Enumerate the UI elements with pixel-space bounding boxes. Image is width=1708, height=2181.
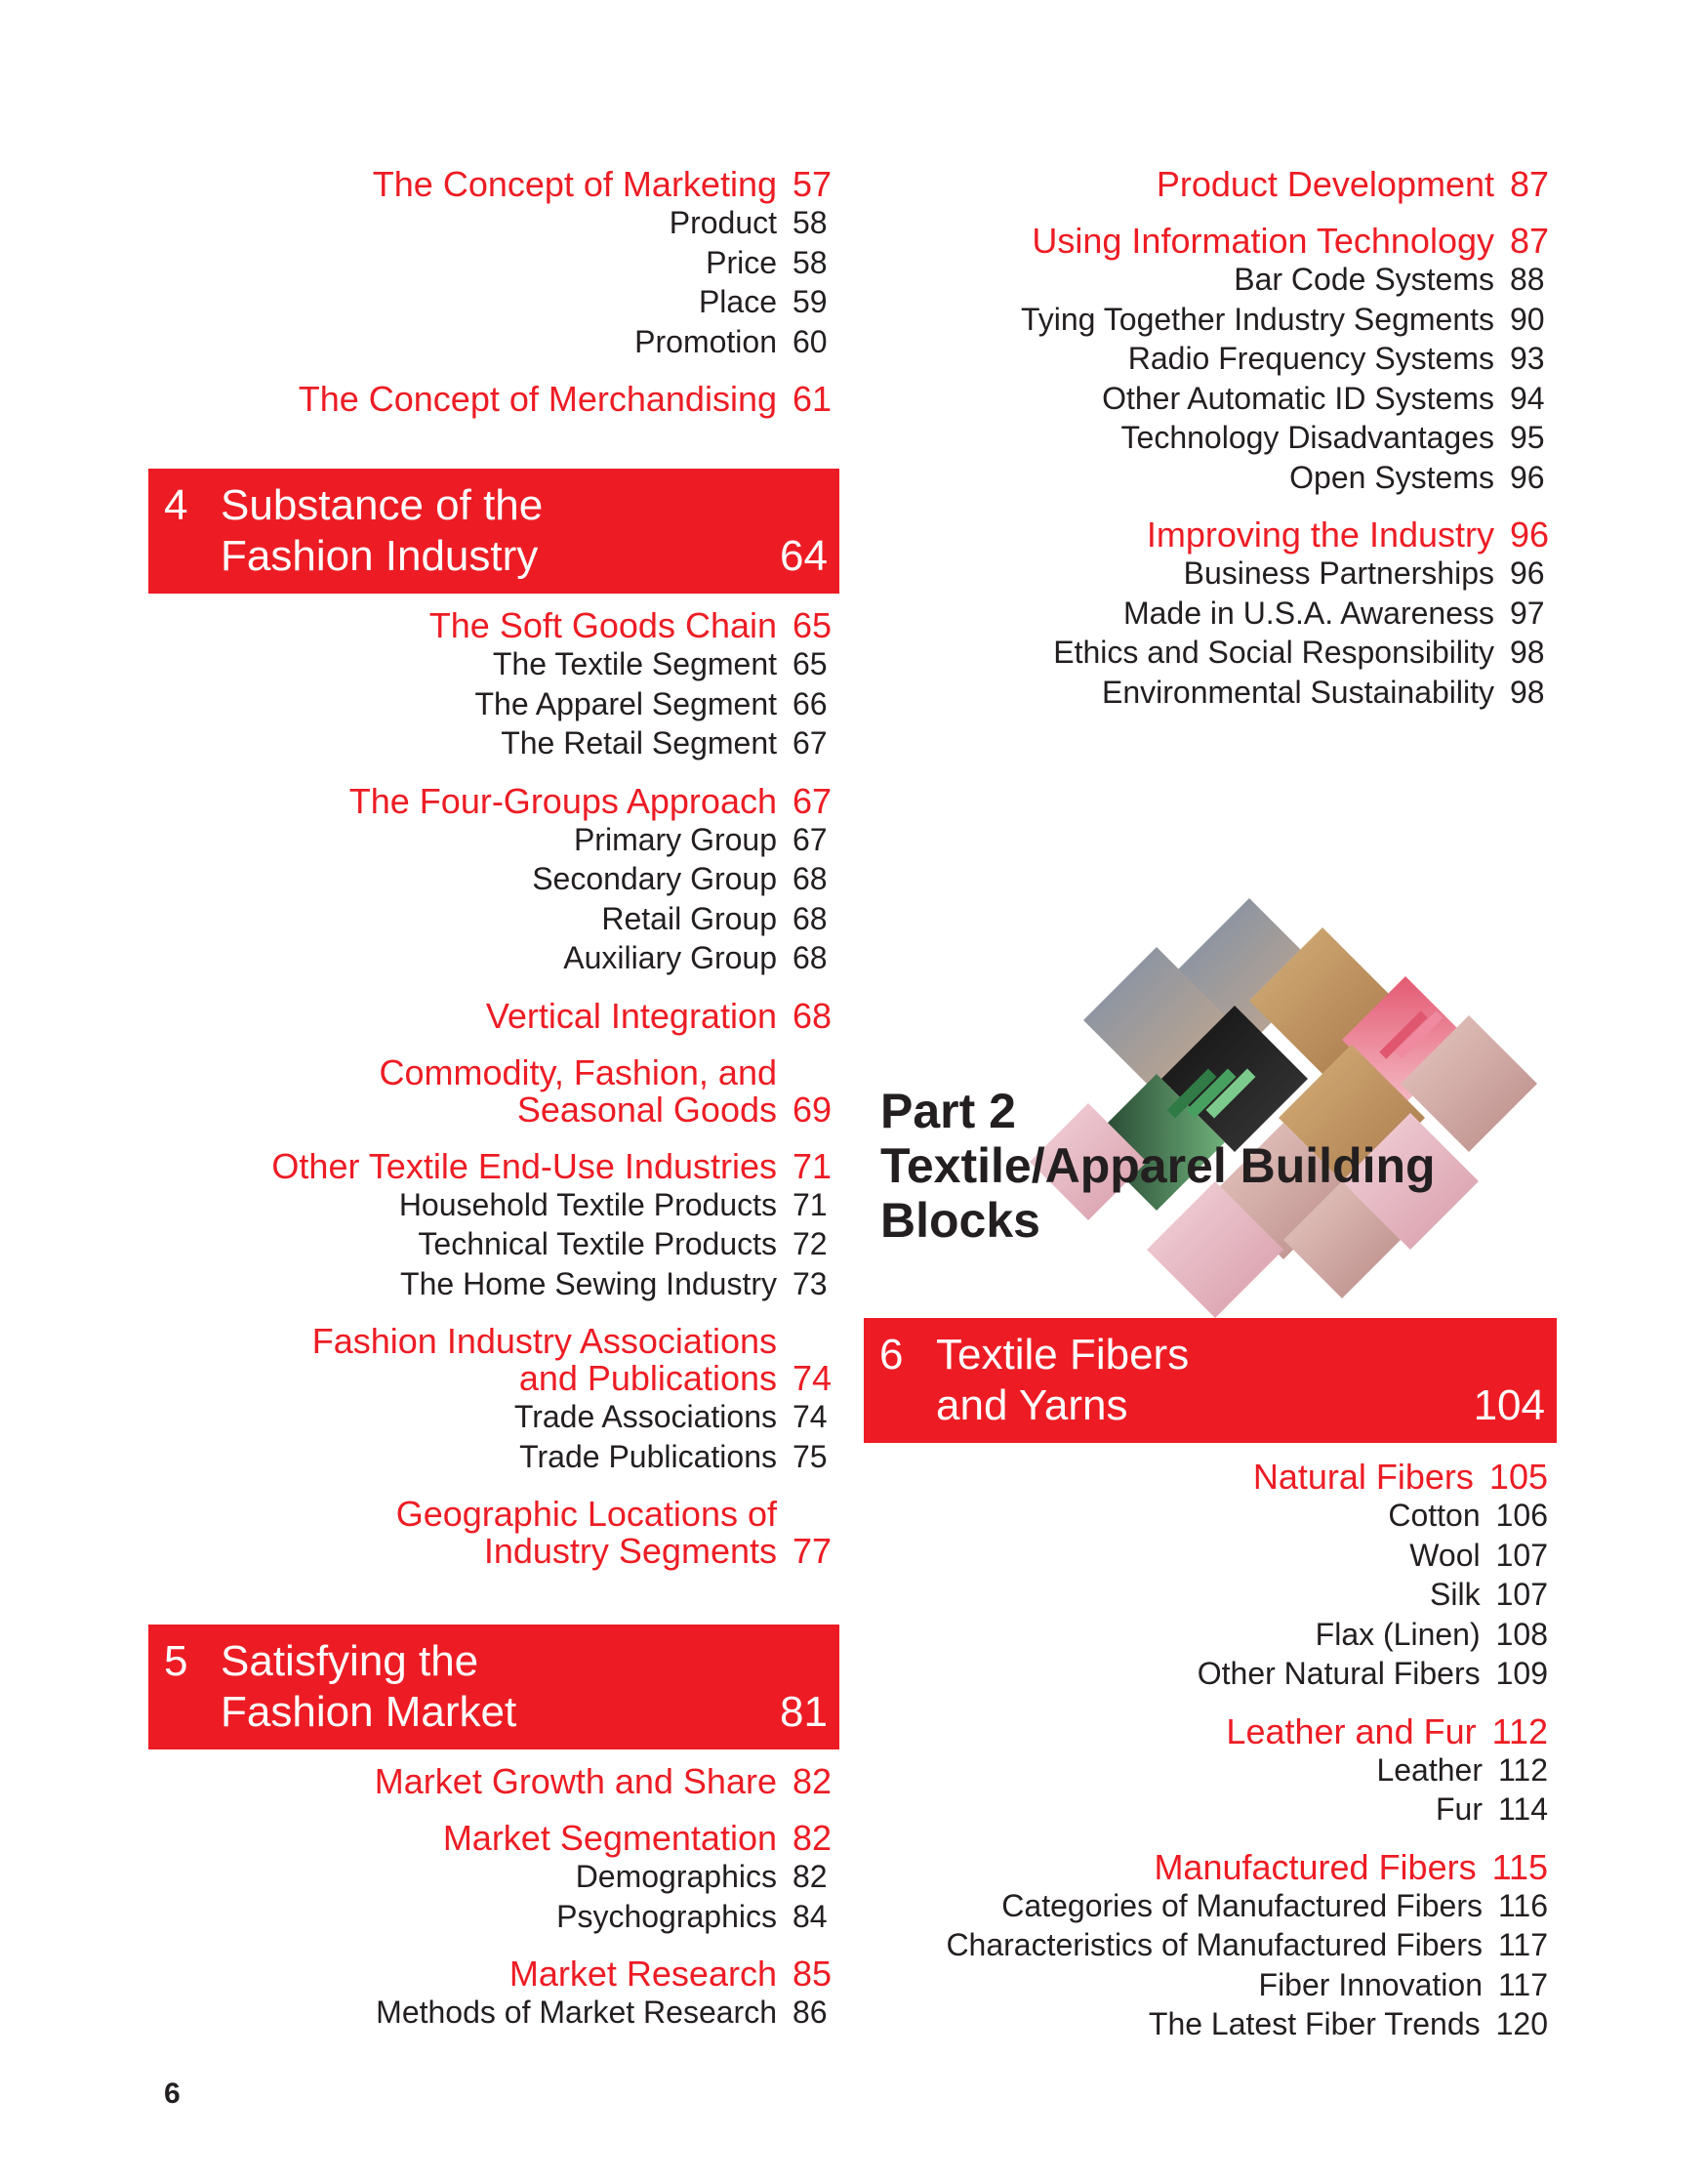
section-spacer [148, 763, 839, 783]
subsection-title: Made in U.S.A. Awareness [1122, 595, 1494, 631]
toc-subsection-entry[interactable] [864, 1615, 1557, 1655]
subsection-title: Household Textile Products [398, 1186, 777, 1222]
toc-section-entry[interactable] [864, 1710, 1557, 1751]
section-page-number: 69 [793, 1089, 833, 1130]
subsection-title: Fiber Innovation [1258, 1966, 1483, 2002]
section-page-number: 68 [793, 995, 833, 1036]
section-title: Using Information Technology [1032, 221, 1494, 261]
subsection-page-number: 67 [793, 821, 828, 857]
subsection-page-number: 108 [1495, 1616, 1548, 1652]
toc-section-entry[interactable] [148, 780, 839, 821]
section-page-number: 105 [1488, 1457, 1548, 1497]
toc-right-column [864, 166, 1557, 712]
toc-subsection-entry[interactable] [864, 1496, 1557, 1536]
toc-subsection-entry[interactable] [864, 1790, 1557, 1830]
subsection-page-number: 107 [1495, 1577, 1548, 1612]
section-title: Market Segmentation [442, 1818, 777, 1858]
section-page-number: 61 [793, 379, 833, 419]
toc-section-list [148, 1763, 839, 2033]
subsection-title: Place [698, 284, 777, 319]
subsection-page-number: 84 [793, 1898, 828, 1934]
subsection-page-number: 74 [793, 1399, 828, 1434]
subsection-page-number: 96 [1510, 459, 1545, 495]
toc-section-group [148, 1820, 839, 1936]
toc-section-list [864, 1459, 1557, 2044]
toc-section-group [148, 607, 839, 763]
toc-subsection-entry[interactable] [148, 1185, 839, 1225]
subsection-title: Technology Disadvantages [1120, 420, 1494, 455]
subsection-page-number: 88 [1510, 262, 1545, 297]
part-2-title [880, 1084, 1436, 1248]
subsection-title: Wool [1409, 1537, 1481, 1573]
subsection-page-number: 75 [793, 1438, 828, 1474]
section-title-line: Industry Segments [483, 1531, 777, 1571]
toc-subsection-entry[interactable] [148, 723, 839, 763]
chapter-title-line: and Yarns [936, 1381, 1128, 1429]
toc-subsection-entry[interactable] [864, 1750, 1557, 1790]
subsection-title: Psychographics [556, 1898, 777, 1934]
subsection-title: Demographics [575, 1859, 777, 1894]
subsection-title: Product [669, 205, 777, 240]
subsection-title: Fur [1435, 1791, 1483, 1827]
chapter-number: 5 [164, 1637, 188, 1685]
toc-section-group [864, 1459, 1557, 1694]
section-title [396, 1496, 777, 1570]
subsection-title: Business Partnerships [1183, 556, 1494, 591]
section-spacer [864, 1830, 1557, 1849]
subsection-title: Other Natural Fibers [1197, 1656, 1481, 1691]
toc-section-entry[interactable] [148, 995, 839, 1036]
subsection-page-number: 106 [1495, 1498, 1548, 1533]
subsection-title: Trade Associations [513, 1399, 777, 1434]
section-title: Natural Fibers [1252, 1457, 1474, 1497]
toc-section-entry[interactable] [148, 1763, 839, 1800]
toc-subsection-entry[interactable] [864, 1925, 1557, 1965]
section-title: Market Research [508, 1954, 777, 1994]
subsection-title: Auxiliary Group [563, 940, 777, 975]
toc-subsection-entry[interactable] [148, 1224, 839, 1264]
section-page-number: 67 [793, 780, 833, 821]
section-title [312, 1323, 777, 1397]
section-spacer [148, 1035, 839, 1054]
toc-section-group [148, 381, 839, 418]
section-title: Vertical Integration [485, 995, 777, 1036]
part-2-banner [864, 888, 1557, 1318]
subsection-title: Leather [1376, 1751, 1483, 1788]
section-title: The Concept of Merchandising [298, 379, 777, 419]
section-spacer [148, 978, 839, 998]
toc-subsection-entry[interactable] [864, 418, 1557, 458]
toc-subsection-entry[interactable] [864, 1965, 1557, 2005]
section-title: Leather and Fur [1226, 1710, 1477, 1751]
part-title-line: Textile/Apparel Building [880, 1138, 1436, 1193]
subsection-title: Cotton [1388, 1498, 1481, 1533]
section-title: Product Development [1156, 164, 1494, 204]
subsection-page-number: 68 [793, 940, 828, 975]
section-spacer [864, 203, 1557, 223]
toc-subsection-entry[interactable] [864, 1654, 1557, 1694]
subsection-page-number: 67 [793, 725, 828, 761]
subsection-page-number: 90 [1510, 301, 1545, 337]
section-title: The Soft Goods Chain [428, 605, 777, 645]
section-page-number: 115 [1491, 1846, 1548, 1887]
chapter-title-line: Fashion Industry [221, 532, 539, 580]
toc-section-entry[interactable] [148, 1496, 839, 1570]
section-page-number: 112 [1491, 1710, 1548, 1751]
toc-section-entry[interactable] [148, 166, 839, 203]
chapter-title [221, 1636, 516, 1738]
part-title-line: Part 2 [880, 1084, 1016, 1138]
section-page-number: 87 [1510, 221, 1550, 261]
toc-left-column [148, 166, 839, 2033]
toc-section-group [864, 516, 1557, 712]
chapter-heading-5[interactable] [148, 1625, 839, 1749]
toc-subsection-entry[interactable] [148, 243, 839, 283]
toc-subsection-entry[interactable] [148, 203, 839, 243]
toc-section-group [864, 1846, 1557, 2044]
chapter-page-number: 64 [780, 532, 828, 580]
toc-subsection-entry[interactable] [864, 633, 1557, 673]
toc-subsection-entry[interactable] [148, 899, 839, 939]
toc-section-entry[interactable] [148, 1145, 839, 1186]
subsection-page-number: 109 [1495, 1656, 1548, 1691]
chapter-heading-4[interactable] [148, 469, 839, 594]
chapter-title-line: Satisfying the [221, 1637, 479, 1685]
toc-section-list [148, 607, 839, 1570]
toc-subsection-entry[interactable] [148, 282, 839, 322]
section-page-number: 87 [1510, 164, 1550, 204]
subsection-page-number: 58 [793, 205, 828, 240]
section-title [379, 1051, 777, 1130]
chapter-number: 6 [879, 1331, 904, 1379]
subsection-title: The Retail Segment [501, 725, 777, 761]
toc-subsection-entry[interactable] [864, 673, 1557, 713]
section-page-number: 71 [793, 1145, 833, 1186]
toc-section-group [148, 1051, 839, 1130]
toc-section-entry[interactable] [864, 1846, 1557, 1887]
subsection-page-number: 58 [793, 244, 828, 280]
toc-subsection-entry[interactable] [148, 1437, 839, 1477]
toc-subsection-entry[interactable] [148, 1264, 839, 1304]
subsection-title: Flax (Linen) [1315, 1616, 1481, 1652]
section-page-number: 82 [793, 1761, 833, 1801]
section-title: Improving the Industry [1146, 514, 1494, 555]
section-page-number: 65 [793, 605, 833, 645]
toc-section-entry[interactable] [864, 223, 1557, 260]
subsection-page-number: 82 [793, 1859, 828, 1894]
subsection-page-number: 112 [1497, 1751, 1548, 1788]
subsection-page-number: 68 [793, 861, 828, 896]
subsection-page-number: 65 [793, 646, 828, 681]
toc-subsection-entry[interactable] [148, 859, 839, 899]
toc-section-group [148, 995, 839, 1036]
subsection-title: Open Systems [1289, 459, 1494, 495]
subsection-page-number: 68 [793, 900, 828, 936]
section-title: The Concept of Marketing [372, 164, 777, 204]
subsection-title: Promotion [634, 323, 777, 359]
section-spacer [148, 1936, 839, 1955]
toc-subsection-entry[interactable] [148, 1397, 839, 1437]
section-spacer [148, 1800, 839, 1820]
toc-subsection-entry[interactable] [864, 2004, 1557, 2044]
subsection-title: Characteristics of Manufactured Fibers [946, 1927, 1483, 1962]
subsection-page-number: 98 [1510, 674, 1545, 710]
chapter-page-number: 104 [1473, 1381, 1545, 1429]
subsection-page-number: 116 [1497, 1887, 1548, 1923]
toc-subsection-entry[interactable] [864, 1536, 1557, 1576]
toc-subsection-entry[interactable] [148, 938, 839, 978]
section-page-number: 77 [793, 1531, 833, 1571]
toc-section-list [148, 166, 839, 418]
subsection-title: Primary Group [573, 821, 777, 857]
toc-subsection-entry[interactable] [148, 1857, 839, 1897]
toc-section-entry[interactable] [864, 1459, 1557, 1496]
toc-section-list [864, 166, 1557, 712]
subsection-page-number: 95 [1510, 420, 1545, 455]
subsection-title: Tying Together Industry Segments [1020, 301, 1494, 337]
subsection-page-number: 117 [1497, 1927, 1548, 1962]
toc-subsection-entry[interactable] [864, 379, 1557, 419]
subsection-page-number: 73 [793, 1265, 828, 1301]
subsection-title: The Textile Segment [492, 646, 777, 681]
section-title: Other Textile End-Use Industries [271, 1145, 777, 1186]
section-page-number: 82 [793, 1818, 833, 1858]
subsection-title: Price [706, 244, 777, 280]
toc-section-group [148, 166, 839, 361]
subsection-title: Trade Publications [519, 1438, 777, 1474]
toc-section-group [148, 1145, 839, 1304]
toc-subsection-entry[interactable] [148, 684, 839, 724]
toc-subsection-entry[interactable] [864, 1575, 1557, 1615]
toc-section-entry[interactable] [148, 1051, 839, 1130]
subsection-title: Methods of Market Research [376, 1995, 777, 2030]
subsection-title: Radio Frequency Systems [1127, 341, 1494, 376]
subsection-title: Technical Textile Products [418, 1226, 777, 1261]
chapter-title [221, 480, 543, 582]
chapter-title-line: Textile Fibers [936, 1331, 1190, 1379]
section-title-line: Commodity, Fashion, and [379, 1051, 777, 1092]
toc-section-group [148, 1763, 839, 1800]
toc-section-group [148, 1323, 839, 1476]
subsection-title: Categories of Manufactured Fibers [1001, 1887, 1483, 1923]
section-title-line: and Publications [518, 1358, 777, 1398]
subsection-title: The Latest Fiber Trends [1148, 2006, 1481, 2041]
toc-section-group [148, 1496, 839, 1570]
toc-subsection-entry[interactable] [864, 260, 1557, 300]
subsection-page-number: 96 [1510, 556, 1545, 591]
section-page-number: 85 [793, 1954, 833, 1994]
subsection-title: Environmental Sustainability [1102, 674, 1494, 710]
section-page-number: 74 [793, 1358, 833, 1398]
toc-subsection-entry[interactable] [148, 1993, 839, 2033]
section-title: Market Growth and Share [374, 1761, 777, 1801]
subsection-page-number: 98 [1510, 635, 1545, 670]
toc-subsection-entry[interactable] [148, 644, 839, 684]
toc-subsection-entry[interactable] [864, 594, 1557, 634]
subsection-title: Ethics and Social Responsibility [1053, 635, 1494, 670]
section-spacer [148, 1303, 839, 1323]
subsection-page-number: 120 [1495, 2006, 1548, 2041]
chapter-title-line: Substance of the [221, 481, 544, 529]
toc-right-column-bottom [864, 1318, 1557, 2044]
subsection-page-number: 93 [1510, 341, 1545, 376]
section-title-line: Fashion Industry Associations [311, 1321, 777, 1361]
section-title-line: Geographic Locations of [395, 1494, 777, 1534]
subsection-title: Bar Code Systems [1234, 262, 1494, 297]
subsection-page-number: 117 [1497, 1966, 1548, 2002]
part-title-line: Blocks [880, 1193, 1040, 1248]
subsection-page-number: 94 [1510, 380, 1545, 416]
toc-subsection-entry[interactable] [864, 1886, 1557, 1926]
chapter-title [936, 1330, 1189, 1431]
subsection-page-number: 114 [1497, 1791, 1548, 1827]
section-title: Manufactured Fibers [1154, 1846, 1477, 1887]
subsection-page-number: 86 [793, 1995, 828, 2030]
section-spacer [148, 361, 839, 381]
toc-subsection-entry[interactable] [148, 322, 839, 362]
subsection-title: Other Automatic ID Systems [1102, 380, 1494, 416]
subsection-page-number: 71 [793, 1186, 828, 1222]
subsection-title: The Apparel Segment [474, 685, 777, 721]
section-spacer [864, 1694, 1557, 1713]
section-title-line: Seasonal Goods [516, 1089, 777, 1130]
toc-section-entry[interactable] [864, 516, 1557, 554]
toc-section-entry[interactable] [864, 166, 1557, 203]
toc-section-group [148, 1955, 839, 2033]
subsection-page-number: 66 [793, 685, 828, 721]
toc-section-entry[interactable] [148, 1955, 839, 1993]
subsection-page-number: 72 [793, 1226, 828, 1261]
toc-section-entry[interactable] [148, 381, 839, 418]
subsection-title: Retail Group [601, 900, 777, 936]
toc-subsection-entry[interactable] [864, 300, 1557, 340]
toc-subsection-entry[interactable] [864, 554, 1557, 594]
toc-section-group [148, 780, 839, 978]
section-spacer [148, 1129, 839, 1148]
toc-section-group [864, 166, 1557, 203]
subsection-page-number: 107 [1495, 1537, 1548, 1573]
toc-section-entry[interactable] [148, 1820, 839, 1857]
section-page-number: 96 [1510, 514, 1550, 555]
subsection-page-number: 59 [793, 284, 828, 319]
section-spacer [148, 1476, 839, 1496]
section-title: The Four-Groups Approach [348, 780, 777, 821]
section-spacer [864, 497, 1557, 516]
chapter-page-number: 81 [780, 1688, 828, 1736]
subsection-title: The Home Sewing Industry [400, 1265, 777, 1301]
subsection-title: Secondary Group [532, 861, 777, 896]
toc-subsection-entry[interactable] [148, 820, 839, 860]
toc-subsection-entry[interactable] [864, 458, 1557, 498]
chapter-title-line: Fashion Market [221, 1688, 517, 1736]
subsection-page-number: 60 [793, 323, 828, 359]
subsection-title: Silk [1430, 1577, 1481, 1612]
chapter-heading-6[interactable] [864, 1318, 1557, 1443]
toc-section-entry[interactable] [148, 607, 839, 644]
toc-section-group [864, 1710, 1557, 1830]
page-number: 6 [164, 2078, 181, 2110]
toc-section-group [864, 223, 1557, 497]
subsection-page-number: 97 [1510, 595, 1545, 631]
toc-subsection-entry[interactable] [864, 339, 1557, 379]
toc-section-entry[interactable] [148, 1323, 839, 1397]
toc-subsection-entry[interactable] [148, 1897, 839, 1937]
chapter-number: 4 [164, 481, 188, 529]
section-page-number: 57 [793, 164, 833, 204]
